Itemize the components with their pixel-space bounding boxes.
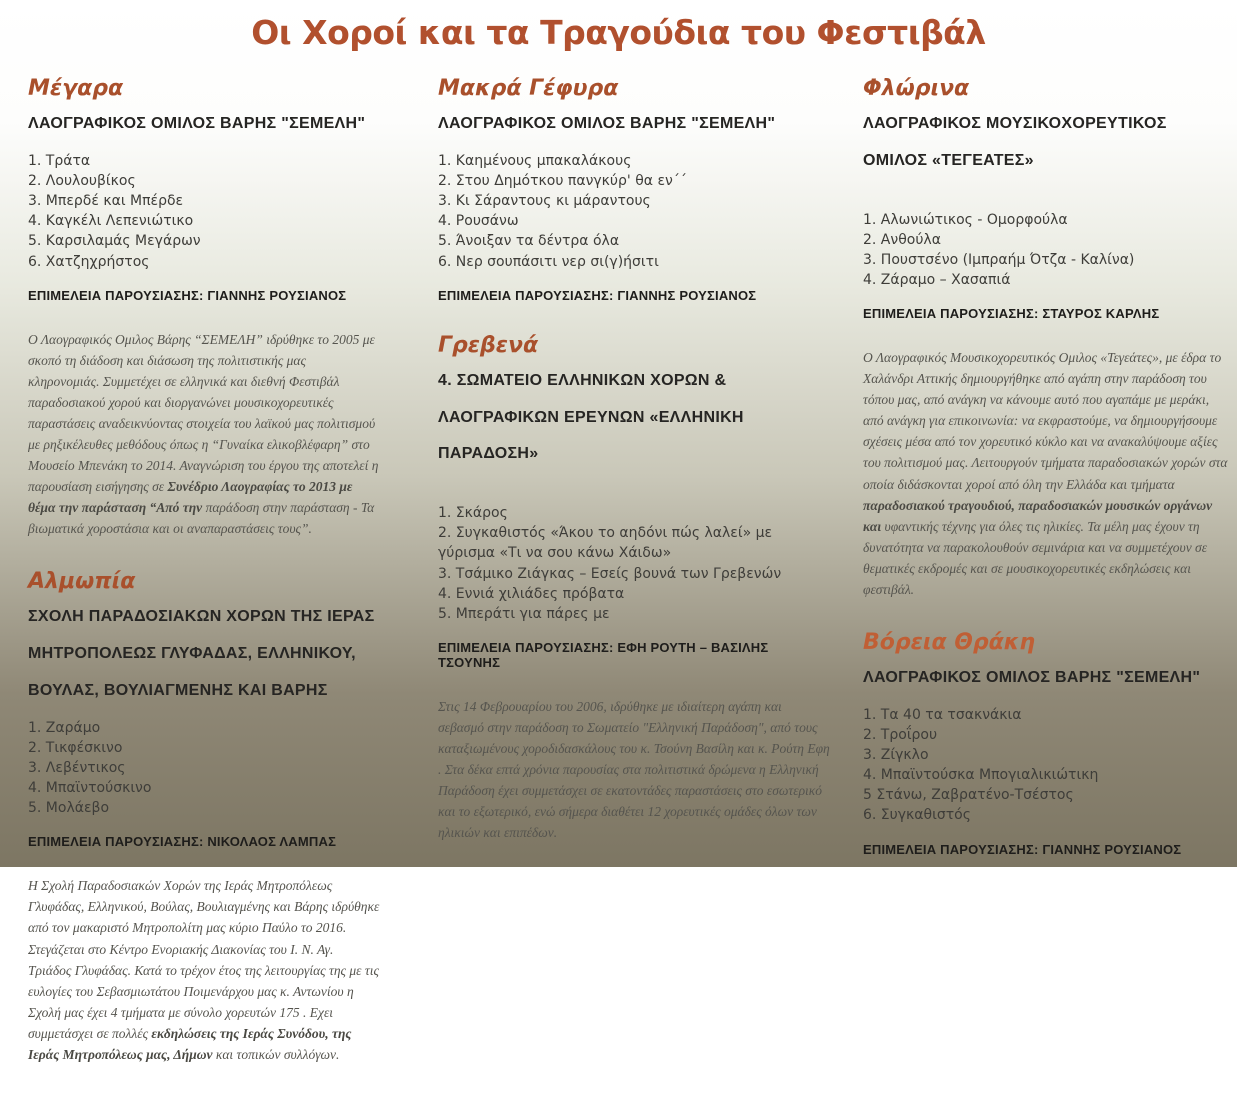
dance-item: 5. Άνοιξαν τα δέντρα όλα (438, 233, 620, 250)
group-description-florina (863, 347, 1231, 600)
dance-item: 4. Μπαϊντούσκινο (28, 780, 152, 797)
dance-item: 2. Τικφέσκινο (28, 739, 123, 756)
dance-item: 2. Συγκαθιστός «Άκου το αηδόνι πώς λαλεί» με γύρισμα «Τι να σου κάνω Χάιδω» (438, 525, 773, 562)
dance-item: 3. Ζίγκλο (863, 746, 929, 763)
dance-list-almopia (28, 718, 380, 819)
description-text: Η Σχολή Παραδοσιακών Χορών της Ιεράς Μητροπόλεως Γλυφάδας, Ελληνικού, Βούλας, Βουλιαγμένης και Βάρης ιδρύθηκε από τον μακαριστό Μητροπολίτη μας κύριο Παύλο το 2016. Στεγάζεται στο Κέντρο Ενοριακής Διακονίας του Ι. Ν. Αγ. Τριάδος Γλυφάδας. Κατά το τρέχον έτος της λειτουργίας της με τις ευλογίες του Σεβασμιωτάτου Ποιμενάρχου μας κ. Αντωνίου η Σχολή μας έχει 4 τμήματα με σύνολο χορευτών 175 . Εχει συμμετάσχει σε πολλές (28, 878, 380, 1041)
dance-item: 2. Τροΐρου (863, 726, 938, 743)
dance-item: 3. Κι Σάραντους κι μάραντους (438, 193, 651, 210)
group-name-almopia: ΣΧΟΛΗ ΠΑΡΑΔΟΣΙΑΚΩΝ ΧΟΡΩΝ ΤΗΣ ΙΕΡΑΣ ΜΗΤΡΟΠΟΛΕΩΣ ΓΛΥΦΑΔΑΣ, ΕΛΛΗΝΙΚΟΥ, ΒΟΥΛΑΣ, ΒΟΥΛΙΑΓΜΕΝΗΣ ΚΑΙ ΒΑΡΗΣ (28, 608, 375, 699)
group-name-grevena: 4. ΣΩΜΑΤΕΙΟ ΕΛΛΗΝΙΚΩΝ ΧΟΡΩΝ & ΛΑΟΓΡΑΦΙΚΩΝ ΕΡΕΥΝΩΝ «ΕΛΛΗΝΙΚΗ ΠΑΡΑΔΟΣΗ» (438, 371, 744, 463)
dance-item: 1. Τα 40 τα τσακνάκια (863, 706, 1022, 723)
section-almopia (28, 569, 380, 1065)
dance-item: 4. Μπαϊντούσκα Μπογιαλικιώτικη (863, 767, 1099, 784)
dance-item: 4. Ζάραμο – Χασαπιά (863, 272, 1011, 289)
group-name-megara: ΛΑΟΓΡΑΦΙΚΟΣ ΟΜΙΛΟΣ ΒΑΡΗΣ "ΣΕΜΕΛΗ" (28, 115, 366, 132)
dance-item: 3. Τσάμικο Ζιάγκας – Εσείς βουνά των Γρεβενών (438, 565, 782, 582)
dance-item: 1. Καημένους μπακαλάκους (438, 152, 632, 169)
description-bold-text: Συνέδριο Λαογραφίας το 2013 με θέμα την παράσταση “Από την (28, 479, 353, 516)
dance-item: 5. Μπεράτι για πάρες με (438, 605, 610, 622)
description-text: Ο Λαογραφικός Μουσικοχορευτικός Ομιλος «Τεγεάτες», με έδρα το Χαλάνδρι Αττικής δημιουργήθηκε από αγάπη στην παράδοση του τόπου μας, από ανάγκη να κάνουμε αυτό που αγαπάμε με μεράκι, από ανάγκη για επικοινωνία: να εκφραστούμε, να δημιουργήσουμε σχέσεις μέσα από τον χορευτικό κύκλο και να ανακαλύψουμε αξίες του πολιτισμού μας. Λειτουργούν τμήματα παραδοσιακών χορών στα οποία διδάσκονται χοροί από όλη την Ελλάδα και τμήματα (863, 350, 1228, 492)
dance-item: 1. Σκάρος (438, 505, 508, 522)
column-left (28, 76, 380, 1095)
section-grevena (438, 333, 830, 844)
region-heading-megara: Μέγαρα (28, 76, 124, 101)
dance-item: 4. Καγκέλι Λεπενιώτικο (28, 213, 194, 230)
dance-list-megara (28, 151, 380, 272)
region-heading-florina: Φλώρινα (863, 76, 970, 101)
description-text: και τοπικών συλλόγων. (215, 1046, 340, 1062)
dance-item: 3. Λεβέντικος (28, 759, 126, 776)
group-description-megara (28, 329, 380, 539)
section-voreia-thraki (863, 630, 1231, 857)
column-right (863, 76, 1231, 1095)
dance-item: 3. Μπερδέ και Μπέρδε (28, 193, 184, 210)
dance-list-florina (863, 210, 1231, 291)
section-florina (863, 76, 1231, 600)
region-heading-voreia-thraki: Βόρεια Θράκη (863, 629, 1036, 655)
dance-item: 2. Λουλουβίκος (28, 172, 136, 189)
description-text: Ο Λαογραφικός Ομιλος Βάρης “ΣΕΜΕΛΗ” ιδρύθηκε το 2005 με σκοπό τη διάδοση και διάσωση της πολιτιστικής μας κληρονομιάς. Συμμετέχει σε ελληνικά και διεθνή Φεστιβάλ παραδοσιακού χορού και διοργανώνει μουσικοχορευτικές παραστάσεις αναδεικνύοντας στοιχεία του λαϊκού μας πολιτισμού με ρηξικέλευθες μεθόδους όπως η “Γυναίκα ελικοβλέφαρη” στο Μουσείο Μπενάκη το 2014. Αναγνώριση του έργου της αποτελεί η παρουσίαση εισήγησης σε (28, 331, 379, 495)
dance-item: 6. Χατζηχρήστος (28, 253, 150, 270)
curator-line-megara: ΕΠΙΜΕΛΕΙΑ ΠΑΡΟΥΣΙΑΣΗΣ: ΓΙΑΝΝΗΣ ΡΟΥΣΙΑΝΟΣ (28, 287, 347, 303)
page-title: Οι Χοροί και τα Τραγούδια του Φεστιβάλ (251, 13, 986, 52)
region-heading-makra-gefyra: Μακρά Γέφυρα (438, 76, 619, 101)
dance-list-voreia-thraki (863, 705, 1231, 826)
description-bold-text: εκδηλώσεις της Ιεράς Συνόδου, της Ιεράς Μητροπόλεως μας, Δήμων (28, 1025, 352, 1062)
dance-item: 1. Αλωνιώτικος - Ομορφούλα (863, 211, 1068, 228)
description-text: Στις 14 Φεβρουαρίου του 2006, ιδρύθηκε με ιδιαίτερη αγάπη και σεβασμό στην παράδοση το Σωματείο "Ελληνική Παράδοση", από τους καταξιωμένους χοροδιδασκάλους του κ. Τσούνη Βασίλη και κ. Ρούτη Εφη . Στα δέκα επτά χρόνια παρουσίας στα πολιτιστικά δρώμενα η Ελληνική Παράδοση έχει συμμετάσχει σε εκατοντάδες παραστάσεις στο εσωτερικό και το εξωτερικό, ενώ σήμερα διαθέτει 12 χορευτικές ομάδες όλων των ηλικιών και επιπέδων. (438, 699, 830, 841)
description-text: παράδοση στην παράσταση - Τα βιωματικά χοροστάσια και οι αναπαραστάσεις τους”. (28, 500, 375, 537)
section-megara (28, 76, 380, 539)
dance-item: 5. Καρσιλαμάς Μεγάρων (28, 233, 201, 250)
dance-item: 5. Μολάεβο (28, 800, 110, 817)
curator-line-grevena: ΕΠΙΜΕΛΕΙΑ ΠΑΡΟΥΣΙΑΣΗΣ: ΕΦΗ ΡΟΥΤΗ – ΒΑΣΙΛΗΣ ΤΣΟΥΝΗΣ (438, 640, 769, 671)
curator-line-makra-gefyra: ΕΠΙΜΕΛΕΙΑ ΠΑΡΟΥΣΙΑΣΗΣ: ΓΙΑΝΝΗΣ ΡΟΥΣΙΑΝΟΣ (438, 287, 757, 303)
group-name-voreia-thraki: ΛΑΟΓΡΑΦΙΚΟΣ ΟΜΙΛΟΣ ΒΑΡΗΣ "ΣΕΜΕΛΗ" (863, 668, 1201, 686)
dance-list-makra-gefyra (438, 151, 830, 272)
group-name-makra-gefyra: ΛΑΟΓΡΑΦΙΚΟΣ ΟΜΙΛΟΣ ΒΑΡΗΣ "ΣΕΜΕΛΗ" (438, 115, 776, 132)
group-name-florina: ΛΑΟΓΡΑΦΙΚΟΣ ΜΟΥΣΙΚΟΧΟΡΕΥΤΙΚΟΣ ΟΜΙΛΟΣ «ΤΕΓΕΑΤΕΣ» (863, 115, 1167, 169)
dance-item: 3. Πουστσένο (Ιμπραήμ Ότζα - Καλίνα) (863, 251, 1135, 268)
description-text: υφαντικής τέχνης για όλες τις ηλικίες. Τα μέλη μας έχουν τη δυνατότητα να παρακολουθούν σεμινάρια και να συμμετέχουν σε θεματικές εκδρομές και σε μουσικοχορευτικές εκδηλώσεις και φεστιβάλ. (863, 518, 1208, 597)
dance-item: 2. Ανθούλα (863, 231, 941, 248)
dance-item: 4. Ρουσάνω (438, 213, 519, 230)
region-heading-almopia: Αλμωπία (28, 569, 136, 595)
dance-item: 1. Ζαράμο (28, 719, 101, 736)
dance-item: 1. Τράτα (28, 152, 91, 169)
curator-line-voreia-thraki: ΕΠΙΜΕΛΕΙΑ ΠΑΡΟΥΣΙΑΣΗΣ: ΓΙΑΝΝΗΣ ΡΟΥΣΙΑΝΟΣ (863, 841, 1182, 857)
dance-item: 2. Στου Δημότκου πανγκύρ' θα εν΄΄ (438, 172, 687, 189)
dance-item: 6. Νερ σουπάσιτι νερ σι(γ)ήσιτι (438, 253, 659, 270)
dance-item: 4. Εννιά χιλιάδες πρόβατα (438, 585, 625, 602)
dance-item: 5 Στάνω, Ζαβρατένο-Τσέστος (863, 787, 1074, 804)
group-description-grevena (438, 696, 830, 843)
column-middle (438, 76, 830, 1095)
group-description-almopia (28, 875, 380, 1064)
dance-list-grevena (438, 503, 830, 624)
curator-line-almopia: ΕΠΙΜΕΛΕΙΑ ΠΑΡΟΥΣΙΑΣΗΣ: ΝΙΚΟΛΑΟΣ ΛΑΜΠΑΣ (28, 834, 337, 850)
curator-line-florina: ΕΠΙΜΕΛΕΙΑ ΠΑΡΟΥΣΙΑΣΗΣ: ΣΤΑΥΡΟΣ ΚΑΡΛΗΣ (863, 306, 1160, 322)
region-heading-grevena: Γρεβενά (438, 332, 539, 358)
dance-item: 6. Συγκαθιστός (863, 807, 971, 824)
section-makra-gefyra (438, 76, 830, 303)
columns-container (0, 52, 1237, 1095)
description-bold-text: παραδοσιακού τραγουδιού, παραδοσιακών μουσικών οργάνων και (863, 497, 1213, 534)
